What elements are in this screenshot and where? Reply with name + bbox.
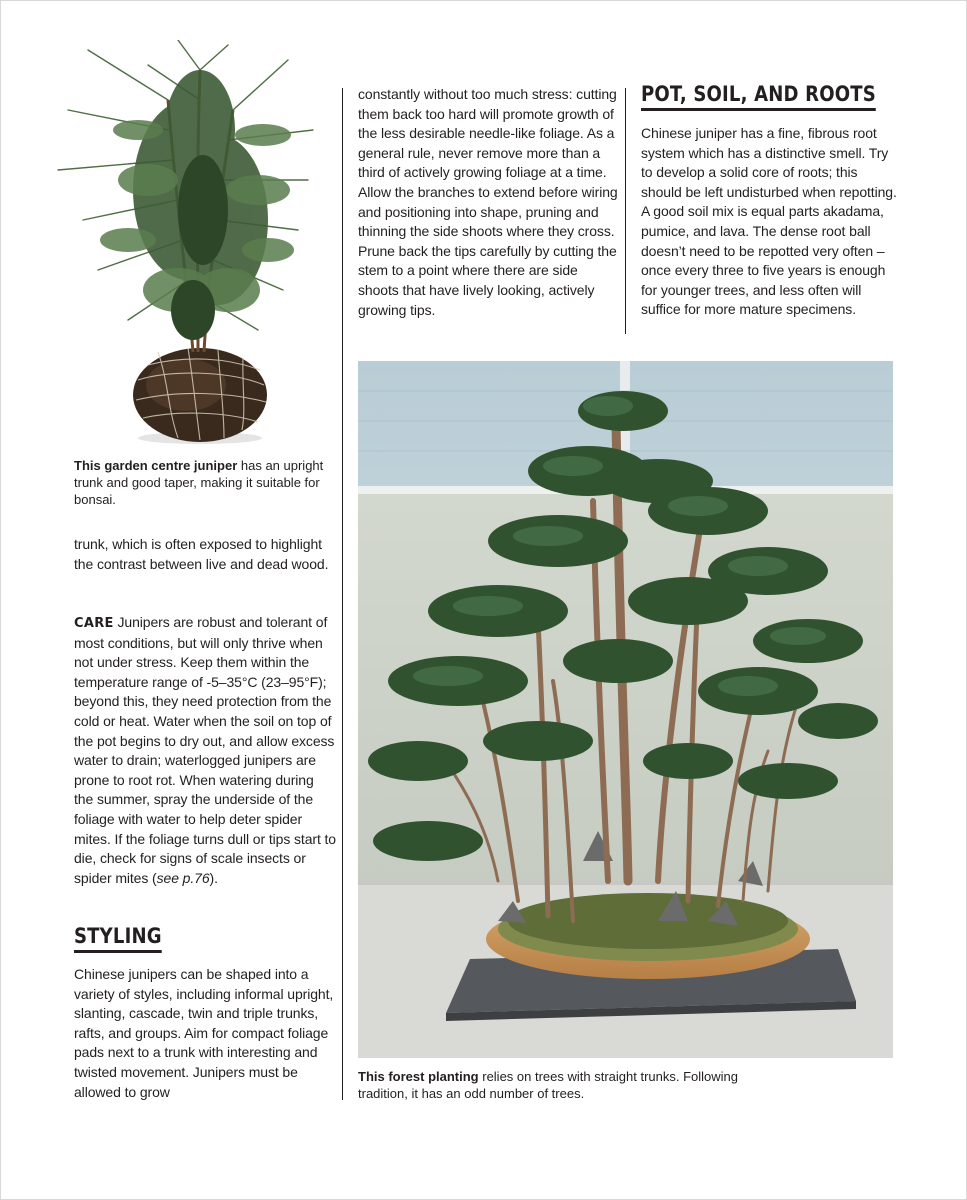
pot-soil-heading-wrap [641, 82, 914, 111]
care-page-reference: see p.76 [156, 869, 210, 886]
styling-paragraph: Chinese junipers can be shaped into a variety of styles, including informal upright, slanting, cascade, twin and triple trunks, rafts, and groups. Aim for compact foliage pads next to a trunk with interesting and twisted movement. Junipers must be allowed to grow [74, 966, 334, 1100]
juniper-caption-text: has an upright trunk and good taper, making it suitable for bonsai. [74, 458, 324, 507]
pot-soil-roots-heading: POT, SOIL, AND ROOTS [641, 82, 876, 111]
care-label: CARE [74, 616, 114, 631]
column-rule-right [625, 88, 626, 334]
care-text: Junipers are robust and tolerant of most conditions, but will only thrive when not under stress. Keep them within the temperature range of -5–35°C (23–95°F); beyond this, they need protection from the cold or heat. Water when the soil on top of the pot begins to dry out, and allow excess water to drain; waterlogged junipers are prone to root rot. When watering during the summer, spray the underside of the foliage with water to help deter spider mites. If the foliage turns dull or tips start to die, check for signs of scale insects or spider mites ( [74, 614, 336, 886]
care-paragraph [74, 613, 336, 888]
trunk-paragraph: trunk, which is often exposed to highlight the contrast between live and dead wood. [74, 536, 329, 572]
forest-caption-text: relies on trees with straight trunks. Following tradition, it has an odd number of trees. [358, 1069, 739, 1101]
juniper-caption-bold: This garden centre juniper [74, 458, 238, 473]
styling-heading-wrap [74, 924, 176, 953]
forest-caption [358, 1068, 788, 1102]
forest-caption-bold: This forest planting [358, 1069, 479, 1084]
care-text-end: ). [209, 869, 218, 886]
forest-planting-photo [358, 361, 893, 1058]
pot-soil-paragraph: Chinese juniper has a fine, fibrous root system which has a distinctive smell. Try to develop a solid core of roots; this should be left undisturbed when repotting. A good soil mix is equal parts akadama, pumice, and lava. The dense root ball doesn’t need to be repotted very often – once every three to five years is enough for younger trees, and less often will suffice for more mature specimens. [641, 125, 897, 318]
pruning-paragraph: constantly without too much stress: cutting them back too hard will promote growth of the less desirable needle-like foliage. As a general rule, never remove more than a third of actively growing foliage at a time. Allow the branches to extend before wiring and positioning into shape, pruning and thinning the side shoots where they cross. Prune back the tips carefully by cutting the stem to a point where there are side shoots that have lively looking, actively growing tips. [358, 86, 618, 318]
styling-heading: STYLING [74, 924, 162, 953]
garden-juniper-image [28, 40, 318, 450]
column-rule-left [342, 88, 343, 1100]
juniper-caption [74, 457, 324, 508]
